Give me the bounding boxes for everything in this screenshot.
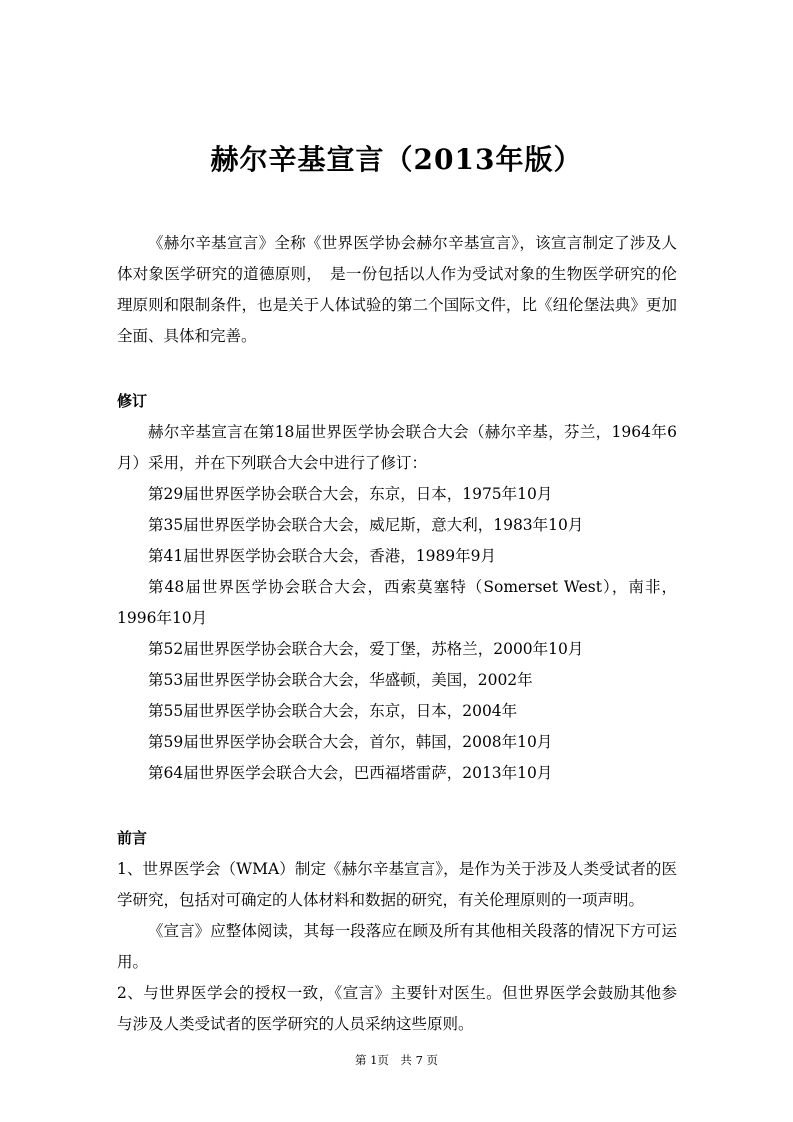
preface-paragraph-2: 2、与世界医学会的授权一致，《宣言》主要针对医生。但世界医学会鼓励其他参与涉及人类受试者的医学研究的人员采纳这些原则。 bbox=[117, 984, 677, 1033]
revision-item: 第59届世界医学协会联合大会，首尔，韩国，2008年10月 bbox=[148, 733, 553, 751]
preface-paragraph-1b: 《宣言》应整体阅读，其每一段落应在顾及所有其他相关段落的情况下方可运用。 bbox=[117, 922, 677, 971]
page-footer: 第 1页 共 7 页 bbox=[354, 1053, 439, 1067]
document-body bbox=[117, 228, 677, 1040]
revision-item: 第41届世界医学协会联合大会，香港，1989年9月 bbox=[148, 547, 497, 565]
revision-item: 第55届世界医学协会联合大会，东京，日本，2004年 bbox=[148, 702, 518, 720]
preface-heading: 前言 bbox=[117, 829, 148, 847]
revision-heading: 修订 bbox=[117, 392, 148, 410]
document-title: 赫尔辛基宣言（2013年版） bbox=[210, 143, 583, 176]
preface-paragraph-1: 1、世界医学会（WMA）制定《赫尔辛基宣言》，是作为关于涉及人类受试者的医学研究，包括对可确定的人体材料和数据的研究，有关伦理原则的一项声明。 bbox=[117, 860, 677, 909]
revision-item: 第48届世界医学协会联合大会，西索莫塞特（Somerset West），南非，1996年10月 bbox=[117, 578, 677, 627]
intro-paragraph: 《赫尔辛基宣言》全称《世界医学协会赫尔辛基宣言》，该宣言制定了涉及人体对象医学研究的道德原则， 是一份包括以人作为受试对象的生物医学研究的伦理原则和限制条件，也是关于人体试验的第二个国际文件，比《纽伦堡法典》更加全面、具体和完善。 bbox=[117, 234, 677, 345]
revision-item: 第35届世界医学协会联合大会，威尼斯，意大利，1983年10月 bbox=[148, 516, 584, 534]
revision-lead: 赫尔辛基宣言在第18届世界医学协会联合大会（赫尔辛基，芬兰，1964年6月）采用，并在下列联合大会中进行了修订： bbox=[117, 423, 677, 472]
page-main bbox=[0, 140, 793, 1040]
revision-item: 第53届世界医学协会联合大会，华盛顿，美国，2002年 bbox=[148, 671, 533, 689]
revision-item: 第52届世界医学协会联合大会，爱丁堡，苏格兰，2000年10月 bbox=[148, 640, 584, 658]
revision-item: 第64届世界医学会联合大会，巴西福塔雷萨，2013年10月 bbox=[148, 764, 553, 782]
revision-item: 第29届世界医学协会联合大会，东京，日本，1975年10月 bbox=[148, 485, 553, 503]
